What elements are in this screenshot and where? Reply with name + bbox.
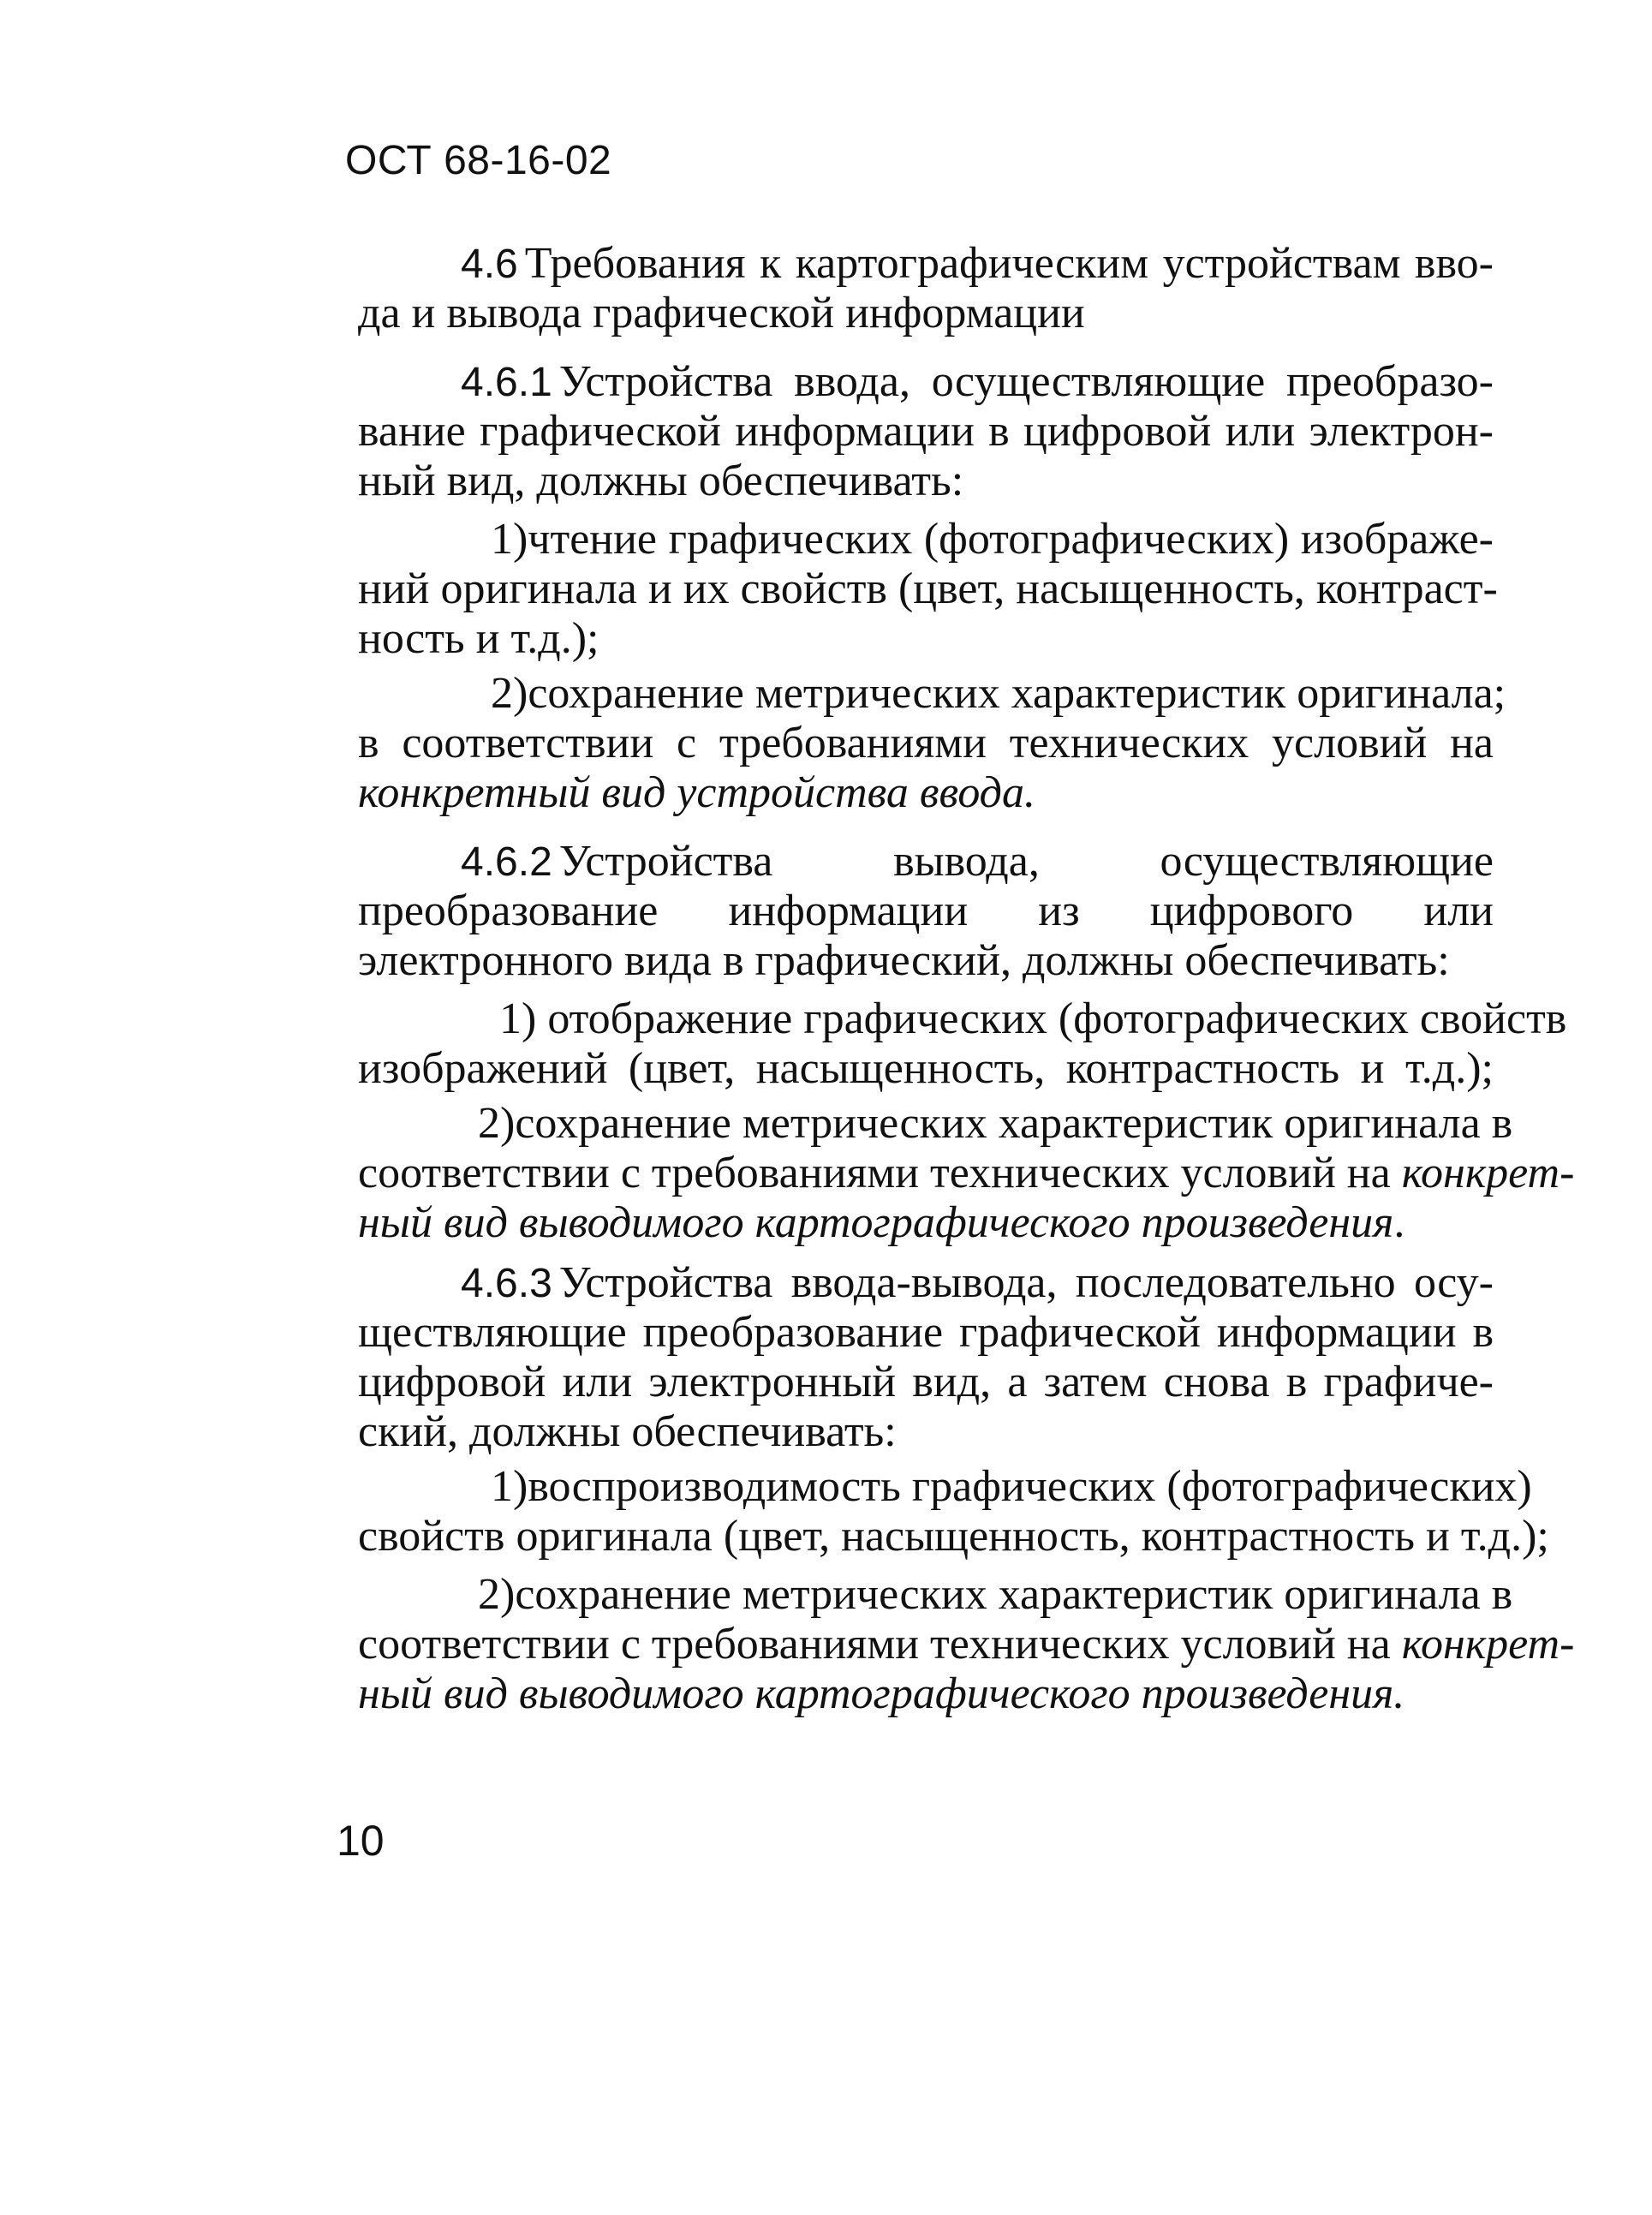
section-4-6-2-line-2: преобразование информации из цифрового или	[358, 887, 1494, 935]
section-4-6-2-item-2-line-2: соответствии с требованиями технических условий на конкрет-	[358, 1149, 1575, 1197]
section-4-6-1-item-1-line-1: 1)чтение графических (фотографических) изображе-	[491, 515, 1494, 564]
section-number: 4.6	[461, 242, 518, 287]
section-4-6-2-line-3: электронного вида в графический, должны обеспечивать:	[358, 936, 1450, 985]
section-4-6-1-item-2-line-2: в соответствии с требованиями технических условий на	[358, 719, 1494, 767]
section-4-6-line-1: 4.6 Требования к картографическим устройствам вво-	[461, 239, 1494, 288]
section-4-6-3-line-3: цифровой или электронный вид, а затем снова в графиче-	[358, 1358, 1494, 1406]
section-4-6-1-line-3: ный вид, должны обеспечивать:	[358, 457, 964, 505]
section-4-6-1-item-2-line-1: 2)сохранение метрических характеристик оригинала;	[491, 669, 1506, 718]
section-4-6-1-line-1: 4.6.1 Устройства ввода, осуществляющие преобразо-	[461, 357, 1494, 406]
section-4-6-1-line-2: вание графической информации в цифровой или электрон-	[358, 407, 1494, 456]
document-code: ОСТ 68-16-02	[345, 138, 612, 183]
section-4-6-3-line-2: ществляющие преобразование графической информации в	[358, 1308, 1494, 1357]
section-4-6-line-2: да и вывода графической информации	[358, 289, 1085, 337]
section-4-6-3-item-2-line-1: 2)сохранение метрических характеристик оригинала в	[478, 1570, 1513, 1619]
section-number: 4.6.2	[461, 839, 552, 885]
section-4-6-2-item-2-line-3: ный вид выводимого картографического произведения.	[358, 1198, 1405, 1247]
page-number: 10	[337, 1817, 385, 1865]
section-4-6-2-item-1-line-1: 1) отображение графических (фотографических свойств	[499, 994, 1567, 1043]
section-4-6-2-item-1-line-2: изображений (цвет, насыщенность, контрастность и т.д.);	[358, 1044, 1494, 1093]
section-4-6-3-item-2-line-2: соответствии с требованиями технических условий на конкрет-	[358, 1620, 1575, 1669]
section-4-6-3-line-1: 4.6.3 Устройства ввода-вывода, последовательно осу-	[461, 1258, 1494, 1307]
section-4-6-3-line-4: ский, должны обеспечивать:	[358, 1407, 897, 1456]
section-4-6-1-item-1-line-2: ний оригинала и их свойств (цвет, насыщенность, контраст-	[358, 564, 1498, 613]
section-4-6-2-item-2-line-1: 2)сохранение метрических характеристик оригинала в	[478, 1099, 1513, 1148]
section-number: 4.6.1	[461, 360, 552, 405]
section-4-6-2-line-1: 4.6.2 Устройства вывода, осуществляющие	[461, 837, 1494, 886]
section-number: 4.6.3	[461, 1261, 552, 1306]
section-4-6-1-item-2-line-3: конкретный вид устройства ввода.	[358, 768, 1035, 817]
section-4-6-3-item-2-line-3: ный вид выводимого картографического произведения.	[358, 1669, 1405, 1718]
section-4-6-3-item-1-line-2: свойств оригинала (цвет, насыщенность, контрастность и т.д.);	[358, 1512, 1549, 1561]
section-4-6-1-item-1-line-3: ность и т.д.);	[358, 614, 599, 663]
section-4-6-3-item-1-line-1: 1)воспроизводимость графических (фотографических)	[491, 1462, 1532, 1511]
